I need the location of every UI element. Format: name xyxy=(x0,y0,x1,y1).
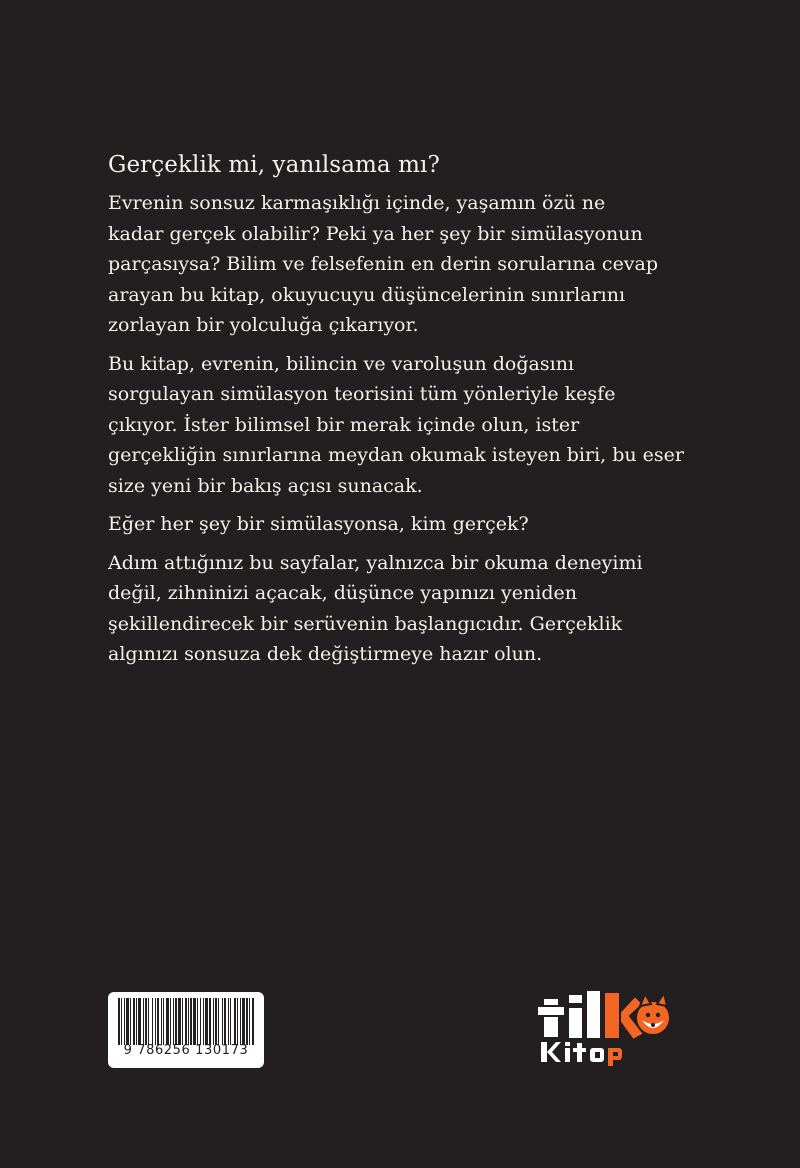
barcode-bar xyxy=(230,998,231,1045)
barcode-bar xyxy=(200,998,201,1045)
barcode-bar xyxy=(130,998,131,1045)
barcode-bars-graphic xyxy=(118,998,254,1045)
barcode-bar xyxy=(197,998,198,1045)
barcode-bar xyxy=(145,998,147,1045)
barcode-bar xyxy=(118,998,120,1045)
barcode-bar xyxy=(188,998,189,1045)
barcode-bar xyxy=(246,998,248,1045)
barcode-bar xyxy=(155,998,156,1045)
barcode-bar xyxy=(143,998,144,1045)
barcode-bar xyxy=(205,998,208,1045)
barcode-bar xyxy=(148,998,149,1045)
back-cover-text xyxy=(108,150,708,678)
paragraph-description: Bu kitap, evrenin, bilincin ve varoluşun doğasını sorgulayan simülasyon teorisini tüm yönleriyle keşfe çıkıyor. İster bilimsel bir merak içinde olun, ister gerçekliğin sınırlarına meydan okumak isteyen biri, bu eser size yeni bir bakış açısı sunacak. xyxy=(108,352,684,497)
barcode-bar xyxy=(170,998,171,1045)
logo-line-1 xyxy=(537,990,644,1040)
barcode-bar xyxy=(178,998,181,1045)
barcode-bar xyxy=(252,998,254,1045)
paragraph-question: Eğer her şey bir simülasyonsa, kim gerçek? xyxy=(108,513,529,535)
barcode-bar xyxy=(166,998,169,1045)
barcode-bar xyxy=(136,998,137,1045)
barcode-bar xyxy=(185,998,187,1045)
paragraph-closing: Adım attığınız bu sayfalar, yalnızca bir okuma deneyimi değil, zihninizi açacak, düşünce yapınızı yeniden şekillendirecek bir serüvenin başlangıcıdır. Gerçeklik algınızı sonsuza dek değiştirmeye hazır olun. xyxy=(108,551,643,665)
publisher-logo-graphic xyxy=(537,984,671,1066)
barcode-bar xyxy=(209,998,211,1045)
barcode-bar xyxy=(138,998,141,1045)
barcode-bar xyxy=(163,998,164,1045)
barcode-bar xyxy=(218,998,219,1045)
barcode-bar xyxy=(224,998,226,1045)
publisher-logo xyxy=(537,984,671,1066)
barcode-bar xyxy=(237,998,238,1045)
barcode-bar xyxy=(126,998,129,1045)
barcode-bar xyxy=(173,998,174,1045)
isbn-barcode xyxy=(108,992,264,1068)
barcode-bar xyxy=(203,998,204,1045)
barcode-bar xyxy=(152,998,153,1045)
paragraph-intro: Evrenin sonsuz karmaşıklığı içinde, yaşamın özü ne kadar gerçek olabilir? Peki ya her şey bir simülasyonun parçasıysa? Bilim ve felsefenin en derin sorularına cevap arayan bu kitap, okuyucuyu düşüncelerinin sınırlarını zorlayan bir yolculuğa çıkarıyor. xyxy=(108,192,659,336)
fox-head-icon xyxy=(636,993,670,1035)
barcode-bar xyxy=(182,998,183,1045)
barcode-bar xyxy=(190,998,192,1045)
headline: Gerçeklik mi, yanılsama mı? xyxy=(108,152,440,178)
barcode-bar xyxy=(193,998,196,1045)
barcode-bar xyxy=(242,998,245,1045)
isbn-number: 9 786256 130173 xyxy=(123,1043,249,1058)
barcode-bar xyxy=(121,998,122,1045)
barcode-bar xyxy=(157,998,159,1045)
barcode-bar xyxy=(228,998,229,1045)
barcode-bar xyxy=(175,998,177,1045)
barcode-bar xyxy=(213,998,214,1045)
barcode-bar xyxy=(161,998,162,1045)
barcode-bar xyxy=(240,998,241,1045)
barcode-bar xyxy=(222,998,223,1045)
logo-line-2 xyxy=(541,1042,622,1066)
barcode-bar xyxy=(133,998,135,1045)
barcode-bar xyxy=(124,998,125,1045)
barcode-bar xyxy=(249,998,250,1045)
barcode-bar xyxy=(215,998,217,1045)
barcode-bar xyxy=(234,998,236,1045)
